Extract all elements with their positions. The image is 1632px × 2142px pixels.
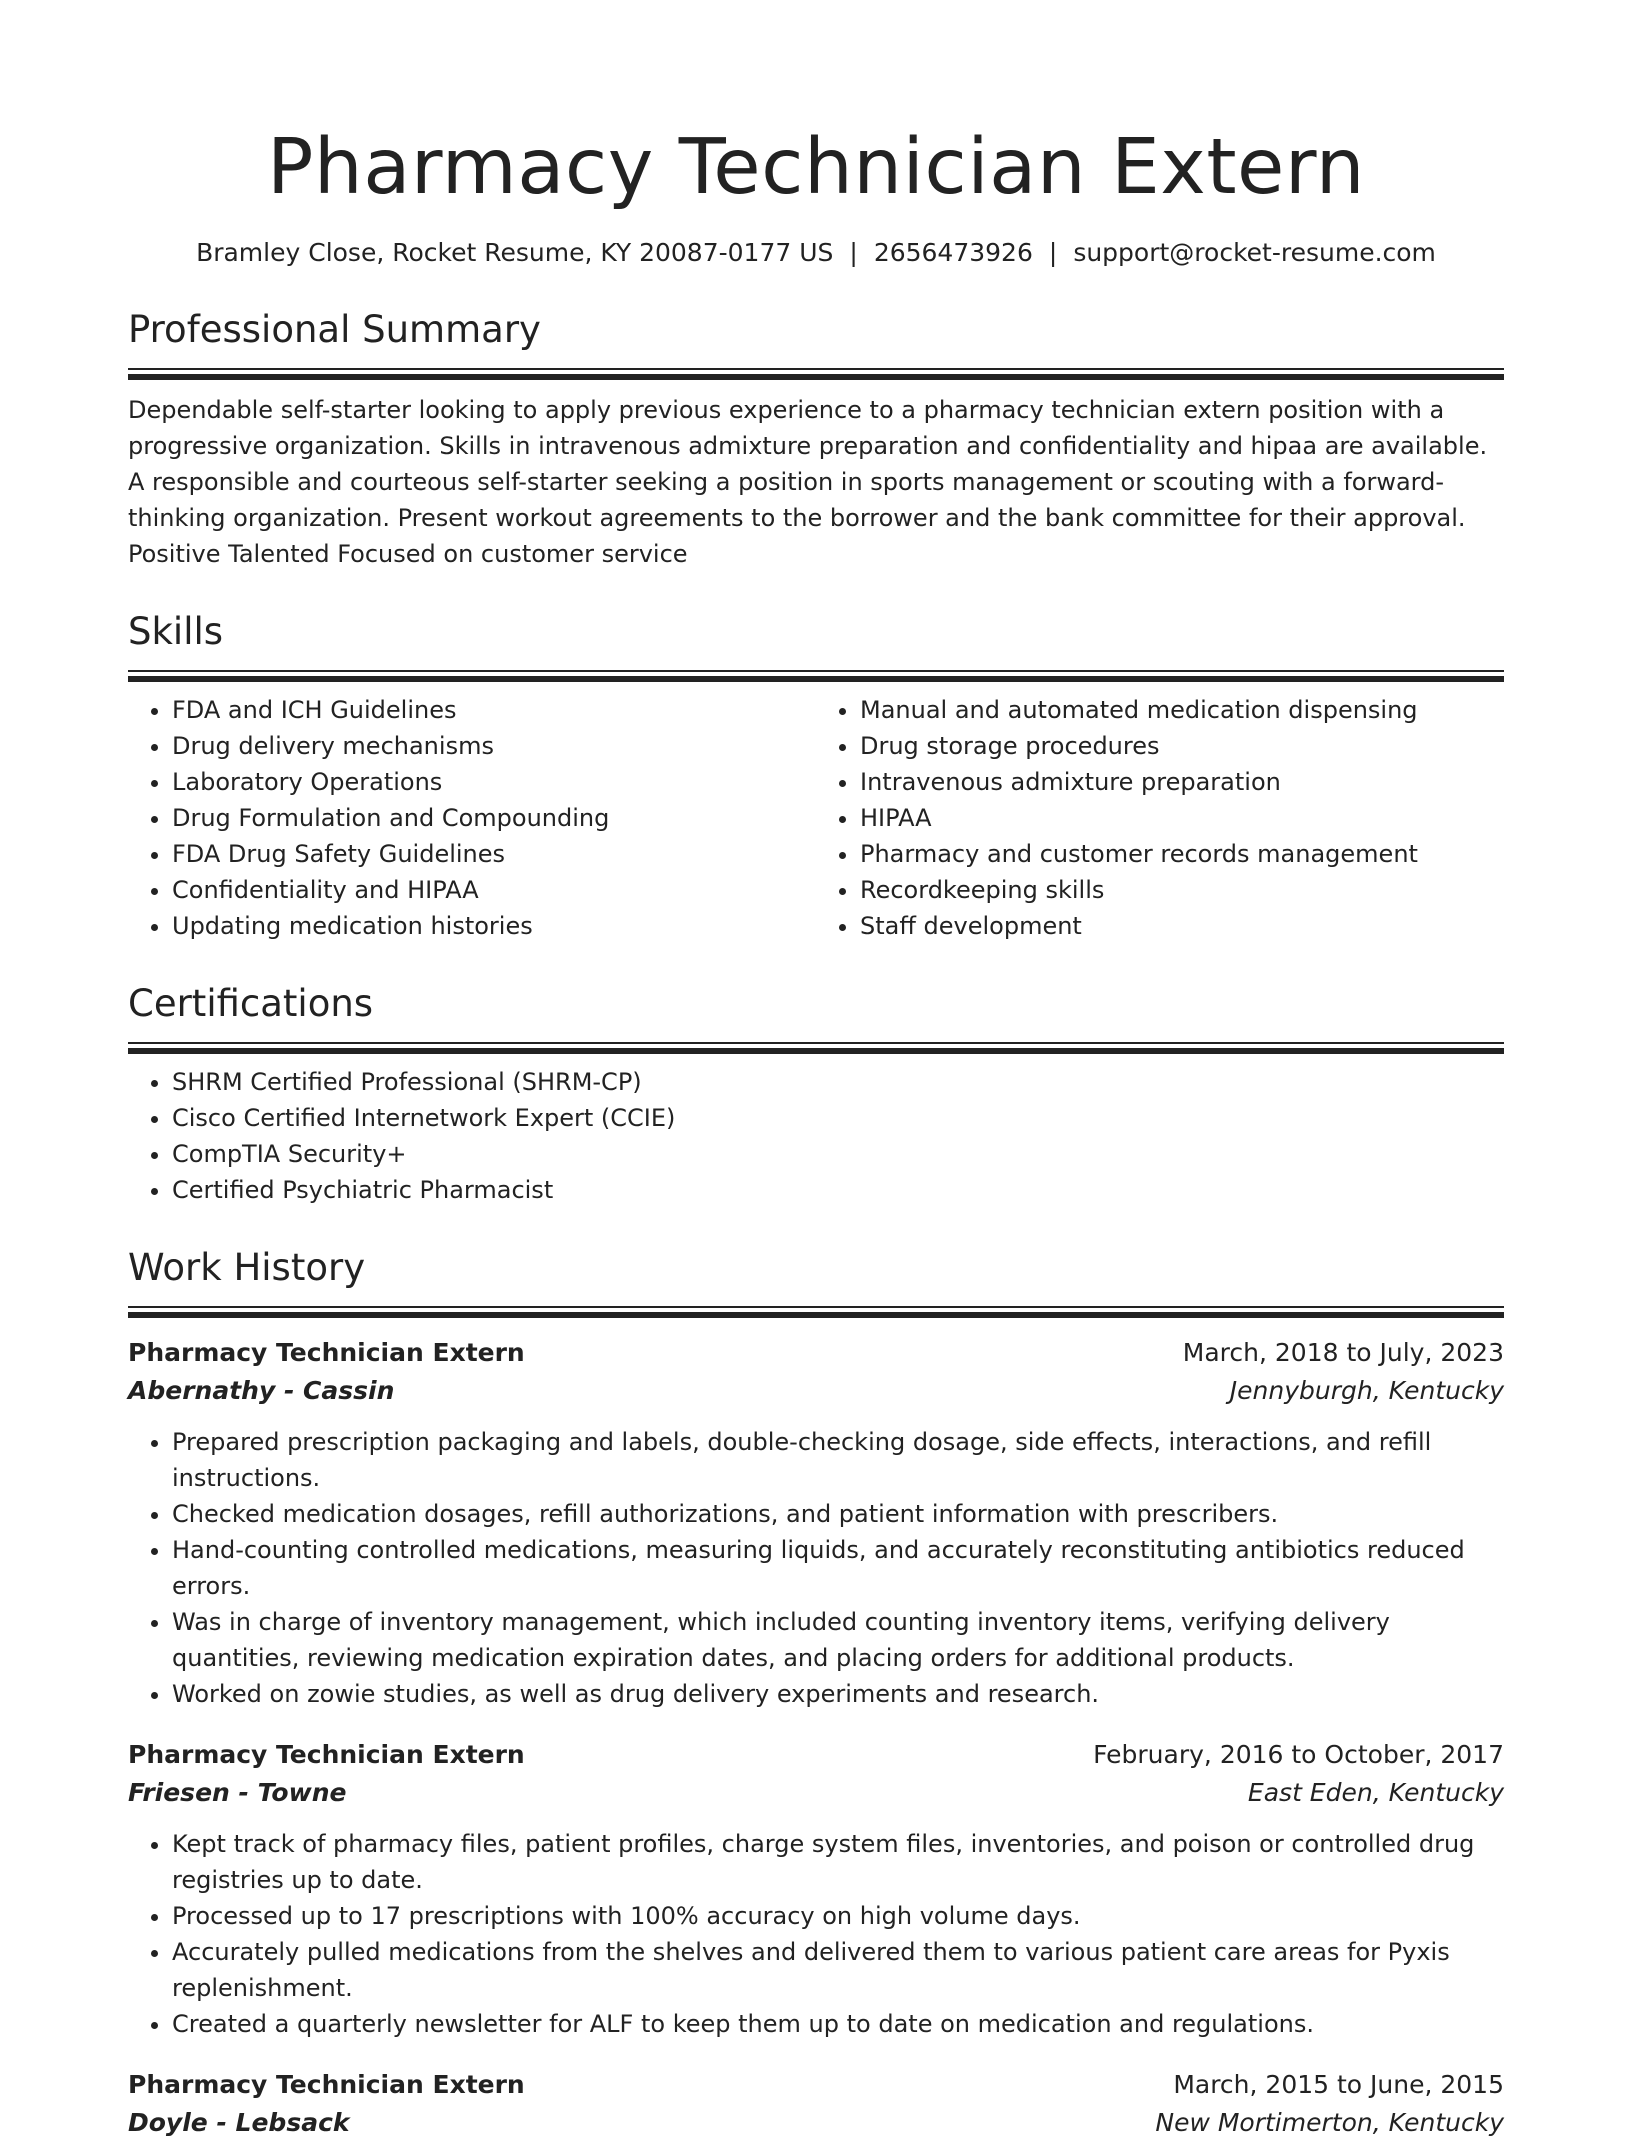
job-bullet: • Accurately pulled medications from the shelves and delivered them to various patient care areas for Pyxis replenishment. [172,1934,1504,2006]
work-history-heading: Work History [128,1246,366,1289]
skill-item: • Laboratory Operations [172,764,816,800]
summary-text: Dependable self-starter looking to apply previous experience to a pharmacy technician extern position with a progressive organization. Skills in intravenous admixture preparation and confidentiality and hipaa are available. A responsible and courteous self-starter seeking a position in sports management or scouting with a forward-thinking organization. Present workout agreements to the borrower and the bank committee for their approval. Positive Talented Focused on customer service [128,396,1488,568]
job-company: Friesen - Towne [128,1778,347,1807]
job-subheader [128,1372,1504,1410]
section-divider [128,670,1504,682]
job-bullets [128,1826,1504,2042]
job-location: East Eden, Kentucky [1247,1778,1504,1807]
certifications-list [128,1064,1504,1208]
contact-separator: | [849,238,858,267]
job-header [128,1736,1504,1774]
job-bullet: • Prepared prescription packaging and labels, double-checking dosage, side effects, interactions, and refill instructions. [172,1424,1504,1496]
job-subheader [128,1774,1504,1812]
section-divider [128,1306,1504,1318]
job-header [128,2066,1504,2104]
job-company: Abernathy - Cassin [128,1376,395,1405]
contact-address: Bramley Close, Rocket Resume, KY 20087-0177 US [196,238,834,267]
contact-email: support@rocket-resume.com [1073,238,1436,267]
skills-heading: Skills [128,610,224,653]
summary-heading: Professional Summary [128,308,541,351]
certification-item: • Certified Psychiatric Pharmacist [172,1172,1504,1208]
job-dates: February, 2016 to October, 2017 [1093,1740,1504,1769]
job-title: Pharmacy Technician Extern [128,2070,525,2099]
certification-item: • CompTIA Security+ [172,1136,1504,1172]
certifications-heading: Certifications [128,982,374,1025]
skill-item: • Drug storage procedures [860,728,1504,764]
job-subheader [128,2104,1504,2142]
skill-item: • Staff development [860,908,1504,944]
certification-item: • Cisco Certified Internetwork Expert (CCIE) [172,1100,1504,1136]
skills-list-left [128,692,816,944]
job-dates: March, 2015 to June, 2015 [1173,2070,1504,2099]
job-bullet: • Processed up to 17 prescriptions with 100% accuracy on high volume days. [172,1898,1504,1934]
contact-separator: | [1048,238,1058,267]
job-entry [128,1736,1504,2042]
skills-columns [128,692,1504,944]
certification-item: • SHRM Certified Professional (SHRM-CP) [172,1064,1504,1100]
job-bullet: • Kept track of pharmacy files, patient profiles, charge system files, inventories, and poison or controlled drug registries up to date. [172,1826,1504,1898]
job-entry [128,2066,1504,2142]
job-dates: March, 2018 to July, 2023 [1182,1338,1504,1367]
skill-item: • Manual and automated medication dispensing [860,692,1504,728]
job-entry [128,1334,1504,1712]
resume-name: Pharmacy Technician Extern [266,123,1366,212]
skill-item: • FDA and ICH Guidelines [172,692,816,728]
job-title: Pharmacy Technician Extern [128,1338,525,1367]
job-bullet: • Checked medication dosages, refill authorizations, and patient information with prescribers. [172,1496,1504,1532]
contact-phone: 2656473926 [873,238,1033,267]
skill-item: • Updating medication histories [172,908,816,944]
section-divider [128,368,1504,380]
contact-line [128,236,1504,270]
job-bullet: • Worked on zowie studies, as well as drug delivery experiments and research. [172,1676,1504,1712]
skill-item: • Confidentiality and HIPAA [172,872,816,908]
job-bullets [128,1424,1504,1712]
skills-section [128,608,1504,944]
section-divider [128,1042,1504,1054]
job-location: New Mortimerton, Kentucky [1155,2108,1504,2137]
skills-list-right [816,692,1504,944]
skill-item: • FDA Drug Safety Guidelines [172,836,816,872]
job-header [128,1334,1504,1372]
job-company: Doyle - Lebsack [128,2108,350,2137]
work-history-section [128,1244,1504,2142]
skill-item: • HIPAA [860,800,1504,836]
skill-item: • Recordkeeping skills [860,872,1504,908]
summary-section [128,306,1504,572]
skill-item: • Pharmacy and customer records management [860,836,1504,872]
job-bullet: • Created a quarterly newsletter for ALF to keep them up to date on medication and regulations. [172,2006,1504,2042]
certifications-section [128,980,1504,1208]
skill-item: • Intravenous admixture preparation [860,764,1504,800]
job-bullet: • Was in charge of inventory management, which included counting inventory items, verifying delivery quantities, reviewing medication expiration dates, and placing orders for additional products. [172,1604,1504,1676]
job-title: Pharmacy Technician Extern [128,1740,525,1769]
resume-page [128,0,1504,2142]
job-bullet: • Hand-counting controlled medications, measuring liquids, and accurately reconstituting antibiotics reduced errors. [172,1532,1504,1604]
skill-item: • Drug delivery mechanisms [172,728,816,764]
skill-item: • Drug Formulation and Compounding [172,800,816,836]
job-location: Jennyburgh, Kentucky [1229,1376,1504,1405]
